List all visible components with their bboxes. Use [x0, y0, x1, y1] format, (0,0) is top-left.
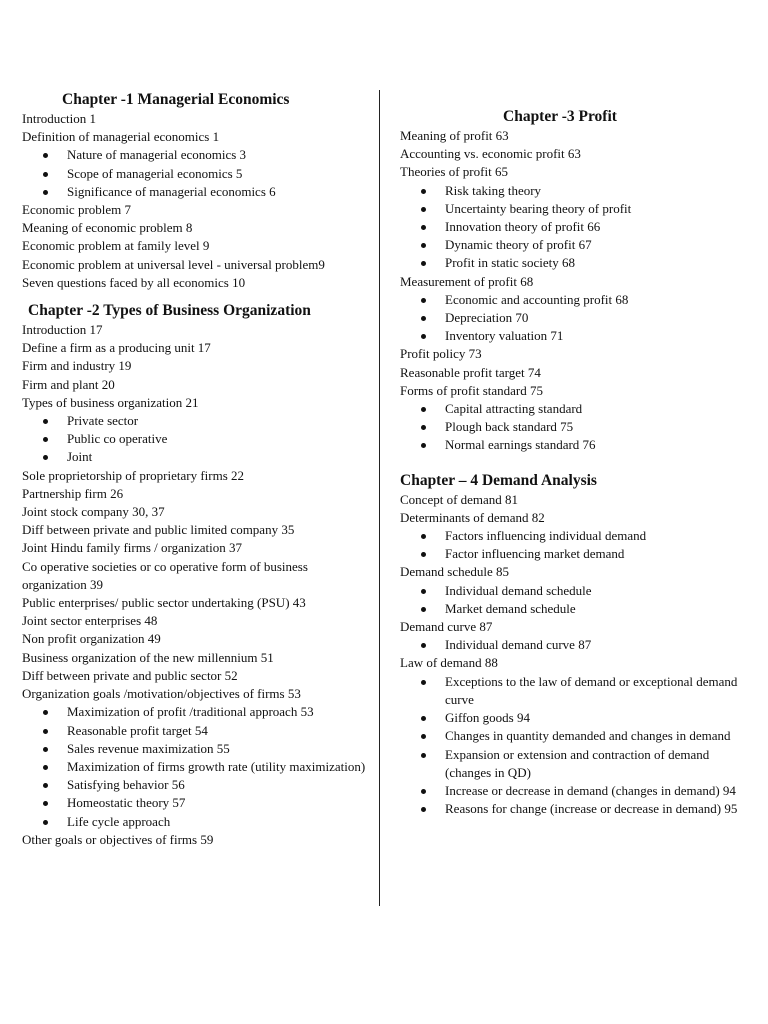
toc-subentry: Satisfying behavior 56	[22, 776, 374, 794]
toc-subentry: Factor influencing market demand	[400, 545, 745, 563]
toc-entry: Joint sector enterprises 48	[22, 613, 158, 629]
bullet-icon	[421, 680, 426, 685]
toc-entry: Demand curve 87	[400, 619, 493, 635]
toc-entry: Law of demand 88	[400, 655, 498, 671]
bullet-icon	[421, 407, 426, 412]
bullet-icon	[43, 437, 48, 442]
column-divider	[379, 90, 380, 906]
toc-subentry: Homeostatic theory 57	[22, 794, 374, 812]
bullet-icon	[43, 455, 48, 460]
bullet-icon	[421, 716, 426, 721]
toc-subentry: Maximization of firms growth rate (utility maximization)	[22, 758, 374, 776]
bullet-icon	[421, 189, 426, 194]
toc-subentry: Uncertainty bearing theory of profit	[400, 200, 745, 218]
toc-entry: Public enterprises/ public sector undertaking (PSU) 43	[22, 595, 306, 611]
bullet-icon	[421, 243, 426, 248]
bullet-icon	[43, 153, 48, 158]
bullet-icon	[421, 643, 426, 648]
bullet-icon	[421, 552, 426, 557]
bullet-icon	[421, 589, 426, 594]
toc-entry: Joint stock company 30, 37	[22, 504, 165, 520]
toc-subentry: Economic and accounting profit 68	[400, 291, 745, 309]
bullet-icon	[421, 443, 426, 448]
toc-entry: Profit policy 73	[400, 346, 482, 362]
left-column	[22, 0, 374, 849]
toc-subentry: Maximization of profit /traditional approach 53	[22, 703, 374, 721]
chapter-4-heading: Chapter – 4 Demand Analysis	[400, 471, 597, 489]
toc-subentry: Changes in quantity demanded and changes in demand	[400, 727, 745, 745]
toc-subentry: Giffon goods 94	[400, 709, 745, 727]
toc-entry: Non profit organization 49	[22, 631, 161, 647]
toc-subentry: Plough back standard 75	[400, 418, 745, 436]
bullet-icon	[421, 425, 426, 430]
toc-subentry: Normal earnings standard 76	[400, 436, 745, 454]
toc-subentry: Increase or decrease in demand (changes in demand) 94	[400, 782, 745, 800]
toc-subentry: Nature of managerial economics 3	[22, 146, 374, 164]
bullet-icon	[421, 753, 426, 758]
bullet-icon	[421, 807, 426, 812]
toc-subentry: Individual demand curve 87	[400, 636, 745, 654]
toc-entry: Economic problem 7	[22, 202, 132, 218]
toc-entry: Demand schedule 85	[400, 564, 510, 580]
bullet-icon	[43, 783, 48, 788]
bullet-icon	[421, 316, 426, 321]
toc-entry: Forms of profit standard 75	[400, 382, 543, 398]
bullet-icon	[421, 789, 426, 794]
toc-entry: Diff between private and public sector 52	[22, 667, 238, 683]
toc-entry: Sole proprietorship of proprietary firms 22	[22, 467, 245, 483]
toc-entry: Accounting vs. economic profit 63	[400, 146, 581, 162]
bullet-icon	[421, 225, 426, 230]
chapter-2-heading: Chapter -2 Types of Business Organization	[28, 302, 311, 320]
toc-entry: Firm and industry 19	[22, 358, 132, 374]
toc-subentry: Depreciation 70	[400, 309, 745, 327]
toc-subentry: Expansion or extension and contraction of demand (changes in QD)	[400, 746, 745, 782]
bullet-icon	[43, 801, 48, 806]
bullet-icon	[43, 820, 48, 825]
toc-entry: Measurement of profit 68	[400, 273, 534, 289]
toc-subentry: Individual demand schedule	[400, 582, 745, 600]
toc-subentry: Dynamic theory of profit 67	[400, 236, 745, 254]
toc-entry: Meaning of economic problem 8	[22, 220, 193, 236]
toc-subentry: Reasonable profit target 54	[22, 722, 374, 740]
toc-subentry: Reasons for change (increase or decrease in demand) 95	[400, 800, 745, 818]
bullet-icon	[421, 607, 426, 612]
toc-subentry: Market demand schedule	[400, 600, 745, 618]
bullet-icon	[421, 207, 426, 212]
bullet-icon	[43, 710, 48, 715]
toc-entry: Reasonable profit target 74	[400, 364, 541, 380]
toc-entry: Meaning of profit 63	[400, 128, 509, 143]
toc-subentry: Exceptions to the law of demand or exceptional demand curve	[400, 673, 745, 709]
toc-entry: Seven questions faced by all economics 10	[22, 274, 246, 290]
toc-entry: Economic problem at family level 9	[22, 238, 210, 254]
toc-subentry: Private sector	[22, 412, 374, 430]
bullet-icon	[43, 172, 48, 177]
toc-entry: Organization goals /motivation/objectives of firms 53	[22, 686, 301, 702]
toc-subentry: Profit in static society 68	[400, 254, 745, 272]
toc-entry: Define a firm as a producing unit 17	[22, 340, 211, 356]
toc-entry: Determinants of demand 82	[400, 509, 545, 525]
bullet-icon	[43, 765, 48, 770]
chapter-3-heading: Chapter -3 Profit	[503, 108, 617, 125]
toc-subentry: Factors influencing individual demand	[400, 527, 745, 545]
toc-entry: Definition of managerial economics 1	[22, 129, 220, 145]
bullet-icon	[421, 534, 426, 539]
toc-subentry: Joint	[22, 448, 374, 466]
toc-entry: Other goals or objectives of firms 59	[22, 831, 214, 847]
bullet-icon	[421, 334, 426, 339]
bullet-icon	[43, 419, 48, 424]
toc-entry: Theories of profit 65	[400, 164, 508, 180]
bullet-icon	[421, 298, 426, 303]
toc-entry: Firm and plant 20	[22, 376, 115, 392]
toc-subentry: Risk taking theory	[400, 182, 745, 200]
toc-subentry: Capital attracting standard	[400, 400, 745, 418]
toc-subentry: Inventory valuation 71	[400, 327, 745, 345]
bullet-icon	[421, 734, 426, 739]
bullet-icon	[43, 747, 48, 752]
toc-entry: Introduction 17	[22, 322, 103, 338]
toc-entry: Concept of demand 81	[400, 491, 519, 507]
toc-entry: Economic problem at universal level - universal problem9	[22, 256, 325, 272]
toc-entry: Joint Hindu family firms / organization 37	[22, 540, 243, 556]
toc-entry: Introduction 1	[22, 111, 97, 126]
toc-entry: Business organization of the new millennium 51	[22, 649, 274, 665]
toc-subentry: Significance of managerial economics 6	[22, 183, 374, 201]
chapter-1-heading: Chapter -1 Managerial Economics	[62, 91, 290, 108]
toc-subentry: Innovation theory of profit 66	[400, 218, 745, 236]
toc-subentry: Public co operative	[22, 430, 374, 448]
toc-entry: Co operative societies or co operative form of business organization 39	[22, 558, 308, 592]
toc-subentry: Life cycle approach	[22, 813, 374, 831]
right-column	[400, 0, 745, 818]
bullet-icon	[43, 729, 48, 734]
toc-subentry: Scope of managerial economics 5	[22, 165, 374, 183]
toc-entry: Types of business organization 21	[22, 394, 199, 410]
toc-entry: Partnership firm 26	[22, 485, 124, 501]
bullet-icon	[43, 190, 48, 195]
toc-entry: Diff between private and public limited company 35	[22, 522, 295, 538]
toc-subentry: Sales revenue maximization 55	[22, 740, 374, 758]
bullet-icon	[421, 261, 426, 266]
